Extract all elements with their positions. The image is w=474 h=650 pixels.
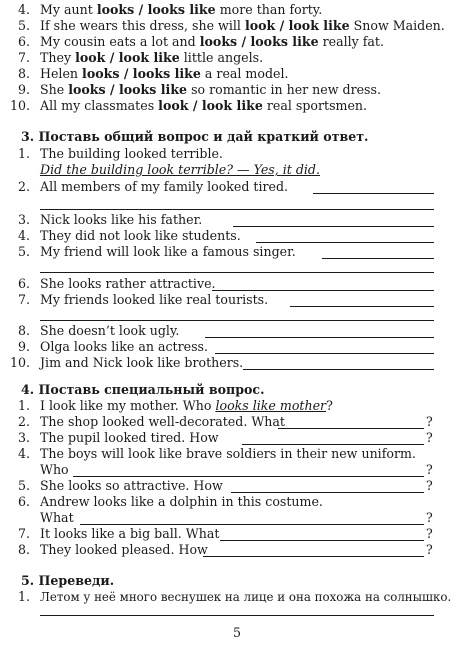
answer-blank[interactable] [40, 320, 434, 321]
answer-blank[interactable] [40, 615, 434, 616]
translate-item: 1. Летом у неё много веснушек на лице и она похожа на солнышко. [17, 589, 452, 604]
answer-blank[interactable] [40, 209, 434, 210]
question-item: 2. The shop looked well-decorated. What ? [17, 414, 433, 429]
list-item: 6. My cousin eats a lot and looks / looks like really fat. [17, 34, 385, 49]
example-answer: looks like mother [215, 398, 327, 413]
question-item: 7. It looks like a big ball. What ? [17, 526, 433, 541]
list-item: 8. Helen looks / looks like a real model. [17, 66, 289, 81]
answer-blank[interactable] [278, 428, 424, 429]
list-item: 5. If she wears this dress, she will look / look like Snow Maiden. [17, 18, 445, 33]
answer-blank[interactable] [233, 226, 434, 227]
question-item: 4. The boys will look like brave soldiers in their new uniform. [17, 446, 416, 461]
question-item: 3. The pupil looked tired. How ? [17, 430, 433, 445]
answer-blank[interactable] [231, 492, 424, 493]
question-item: 2. All members of my family looked tired. [17, 179, 289, 194]
exercise-5-heading: 5. Переведи. [21, 573, 115, 588]
answer-blank[interactable] [212, 290, 434, 291]
question-item: 5. My friend will look like a famous singer. [17, 244, 296, 259]
list-item: 7. They look / look like little angels. [17, 50, 264, 65]
question-item: 10. Jim and Nick look like brothers. [9, 355, 244, 370]
list-item: 4. My aunt looks / looks like more than forty. [17, 2, 323, 17]
answer-blank[interactable] [80, 524, 424, 525]
exercise-3-heading: 3. Поставь общий вопрос и дай краткий ответ. [21, 129, 369, 144]
question-item: 7. My friends looked like real tourists. [17, 292, 269, 307]
answer-blank[interactable] [203, 556, 424, 557]
answer-blank[interactable] [215, 353, 434, 354]
question-item: 5. She looks so attractive. How ? [17, 478, 433, 493]
question-continuation: Who ? [40, 462, 433, 477]
question-item: 9. Olga looks like an actress. [17, 339, 209, 354]
question-item: 6. She looks rather attractive. [17, 276, 216, 291]
list-item: 9. She looks / looks like so romantic in her new dress. [17, 82, 381, 97]
answer-blank[interactable] [73, 476, 424, 477]
answer-blank[interactable] [256, 242, 434, 243]
answer-blank[interactable] [242, 444, 424, 445]
answer-blank[interactable] [313, 193, 434, 194]
question-item: 6. Andrew looks like a dolphin in this costume. [17, 494, 323, 509]
question-item: 3. Nick looks like his father. [17, 212, 203, 227]
example-answer: Did the building look terrible? — Yes, it did. [40, 162, 321, 177]
question-item: 4. They did not look like students. [17, 228, 241, 243]
example-item: 1. I look like my mother. Who looks like mother? [17, 398, 333, 413]
answer-blank[interactable] [220, 540, 424, 541]
answer-blank[interactable] [40, 272, 434, 273]
example-item: 1. The building looked terrible. [17, 146, 223, 161]
exercise-4-heading: 4. Поставь специальный вопрос. [21, 382, 265, 397]
answer-blank[interactable] [322, 258, 434, 259]
answer-blank[interactable] [243, 369, 434, 370]
question-item: 8. She doesn’t look ugly. [17, 323, 180, 338]
page-number: 5 [232, 625, 241, 640]
answer-blank[interactable] [205, 337, 434, 338]
answer-blank[interactable] [290, 306, 434, 307]
question-continuation: What ? [40, 510, 433, 525]
question-item: 8. They looked pleased. How ? [17, 542, 433, 557]
list-item: 10. All my classmates look / look like real sportsmen. [9, 98, 368, 113]
